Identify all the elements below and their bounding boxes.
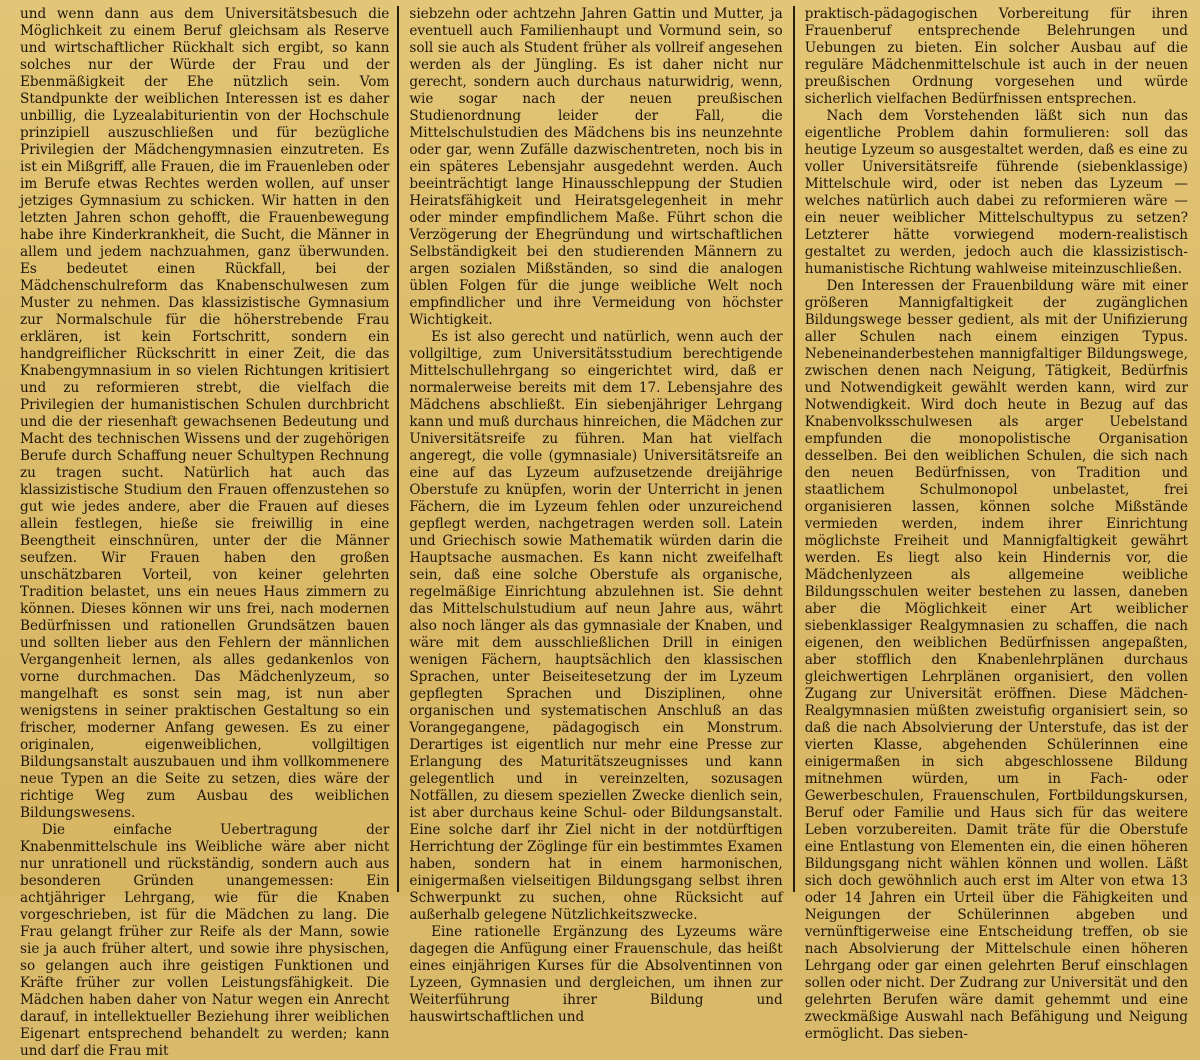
paragraph: siebzehn oder achtzehn Jahren Gattin und Mutter, ja eventuell auch Familienhaupt und Vormund sein, so soll sie auch als Student früher als vollreif angesehen werden als der Jüngling. Es ist daher nicht nur gerecht, sondern auch durchaus naturwidrig, wenn, wie sogar nach der neuen preußischen Studienordnung leider der Fall, die Mittelschulstudien des Mädchens bis ins neunzehnte oder gar, wenn Zufälle dazwischentreten, noch bis in ein späteres Lebensjahr ausgedehnt werden. Auch beeinträchtigt lange Hinausschleppung der Studien Heiratsfähigkeit und Heiratsgelegenheit in mehr oder minder empfindlichem Maße. Führt schon die Verzögerung der Ehegründung und wirtschaftlichen Selbständigkeit bei den studierenden Männern zu argen sozialen Mißständen, so sind die analogen üblen Folgen für die junge weibliche Welt noch empfindlicher und ihre Vermeidung von höchster Wichtigkeit. [409,6,783,328]
paragraph: Nach dem Vorstehenden läßt sich nun das eigentliche Problem dahin formulieren: soll das heutige Lyzeum so ausgestaltet werden, daß es eine zu voller Universitätsreife führende (siebenklassige) Mittelschule wird, oder ist neben das Lyzeum — welches natürlich auch dabei zu reformieren wäre — ein neuer weiblicher Mittelschultypus zu setzen? Letzterer hätte vorwiegend modern-realistisch gestaltet zu werden, jedoch auch die klassizistisch-humanistische Richtung wahlweise miteinzuschließen. [804,108,1188,277]
paragraph: Die einfache Uebertragung der Knabenmittelschule ins Weibliche wäre aber nicht nur unrationell und rückständig, sondern auch aus besonderen Gründen unangemessen: Ein achtjähriger Lehrgang, wie für die Knaben vorgeschrieben, ist für die Mädchen zu lang. Die Frau gelangt früher zur Reife als der Mann, sowie sie ja auch früher altert, und sowie ihre physischen, so gelangen auch ihre geistigen Funktionen und Kräfte früher zur vollen Leistungsfähigkeit. Die Mädchen haben daher von Natur wegen ein Anrecht darauf, in intellektueller Beziehung ihrer weiblichen Eigenart entsprechend behandelt zu werden; kann und darf die Frau mit [20,822,390,1059]
paragraph: und wenn dann aus dem Universitätsbesuch die Möglichkeit zu einem Beruf gleichsam als Reserve und wirtschaftlicher Rückhalt sich ergibt, so kann solches nur der Würde der Frau und der Ebenmäßigkeit der Ehe nützlich sein. Vom Standpunkte der weiblichen Interessen ist es daher unbillig, die Lyzealabiturientin von der Hochschule prinzipiell auszuschließen und für bezügliche Privilegien der Mädchengymnasien einzutreten. Es ist ein Mißgriff, alle Frauen, die im Frauenleben oder im Berufe etwas Rechtes werden wollen, auf unser jetziges Gymnasium zu schicken. Wir hatten in den letzten Jahren schon gehofft, die Frauenbewegung habe ihre Kinderkrankheit, die Sucht, die Männer in allem und jedem nachzuahmen, ganz überwunden. Es bedeutet einen Rückfall, bei der Mädchenschulreform das Knabenschulwesen zum Muster zu nehmen. Das klassizistische Gymnasium zur Normalschule für die höherstrebende Frau erklären, ist kein Fortschritt, sondern ein handgreiflicher Rückschritt in einer Zeit, die das Knabengymnasium in so vielen Richtungen kritisiert und zu reformieren strebt, die vielfach die Privilegien der humanistischen Schulen durchbricht und die der riesenhaft gewachsenen Bedeutung und Macht des technischen Wissens und der zugehörigen Berufe durch Schaffung neuer Schultypen Rechnung zu tragen sucht. Natürlich hat auch das klassizistische Studium den Frauen offenzustehen so gut wie jedes andere, aber die Frauen auf dieses allein festlegen, hieße sie freiwillig in eine Beengtheit einschnüren, unter der die Männer seufzen. Wir Frauen haben den großen unschätzbaren Vorteil, von keiner gelehrten Tradition belastet, uns ein neues Haus zimmern zu können. Dieses können wir uns frei, nach modernen Bedürfnissen und rationellen Grundsätzen bauen und sollten lieber aus den Fehlern der männlichen Vergangenheit lernen, als alles gedankenlos von vorne durchmachen. Das Mädchenlyzeum, so mangelhaft es sonst sein mag, ist nun aber wenigstens in seiner praktischen Gestaltung so ein frischer, moderner Anfang gewesen. Es zu einer originalen, eigenweiblichen, vollgiltigen Bildungsanstalt auszubauen und ihm vollkommenere neue Typen an die Seite zu setzen, dies wäre der richtige Weg zum Ausbau des weiblichen Bildungswesens. [20,6,390,821]
text-column-1 [6,6,397,1059]
text-column-2 [399,6,792,1025]
paragraph: Eine rationelle Ergänzung des Lyzeums wäre dagegen die Anfügung einer Frauenschule, das heißt eines einjährigen Kurses für die Absolventinnen von Lyzeen, Gymnasien und dergleichen, um ihnen zur Weiterführung ihrer Bildung und hauswirtschaftlichen und [409,924,783,1025]
paragraph: praktisch-pädagogischen Vorbereitung für ihren Frauenberuf entsprechende Belehrungen und Uebungen zu bieten. Ein solcher Ausbau auf die reguläre Mädchenmittelschule ist auch in der neuen preußischen Ordnung vorgesehen und würde sicherlich vielfachen Bedürfnissen entsprechen. [804,6,1188,107]
paragraph: Es ist also gerecht und natürlich, wenn auch der vollgiltige, zum Universitätsstudium berechtigende Mittelschullehrgang so eingerichtet wird, daß er normalerweise bereits mit dem 17. Lebensjahre des Mädchens abschließt. Ein siebenjähriger Lehrgang kann und muß durchaus hinreichen, die Mädchen zur Universitätsreife zu führen. Man hat vielfach angeregt, die volle (gymnasiale) Universitätsreife an eine auf das Lyzeum aufzusetzende dreijährige Oberstufe zu knüpfen, worin der Unterricht in jenen Fächern, die im Lyzeum fehlen oder unzureichend gepflegt werden, nachgetragen werden soll. Latein und Griechisch sowie Mathematik würden darin die Hauptsache ausmachen. Es kann nicht zweifelhaft sein, daß eine solche Oberstufe als organische, regelmäßige Einrichtung abzulehnen ist. Sie dehnt das Mittelschulstudium auf neun Jahre aus, währt also noch länger als das gymnasiale der Knaben, und wäre mit dem ausschließlichen Drill in einigen wenigen Fächern, hauptsächlich den klassischen Sprachen, unter Beiseitesetzung der im Lyzeum gepflegten Sprachen und Disziplinen, ohne organischen und systematischen Anschluß an das Vorangegangene, pädagogisch ein Monstrum. Derartiges ist eigentlich nur mehr eine Presse zur Erlangung des Maturitätszeugnisses und kann gelegentlich und in vereinzelten, sozusagen Notfällen, zu diesem speziellen Zwecke dienlich sein, ist aber durchaus keine Schul- oder Bildungsanstalt. Eine solche darf ihr Ziel nicht in der notdürftigen Herrichtung der Zöglinge für ein bestimmtes Examen haben, sondern hat in einem harmonischen, einigermaßen vielseitigen Bildungsgang selbst ihren Schwerpunkt zu suchen, ohne Rücksicht auf außerhalb gelegene Nützlichkeitszwecke. [409,329,783,923]
paragraph: Den Interessen der Frauenbildung wäre mit einer größeren Mannigfaltigkeit der zugänglichen Bildungswege besser gedient, als mit der Unifizierung aller Schulen nach einem einzigen Typus. Nebeneinanderbestehen mannigfaltiger Bildungswege, zwischen denen nach Neigung, Tätigkeit, Bedürfnis und Notwendigkeit gewählt werden kann, wird zur Notwendigkeit. Wird doch heute in Bezug auf das Knabenvolksschulwesen als arger Uebelstand empfunden die monopolistische Organisation desselben. Bei den weiblichen Schulen, die sich nach den neuen Bedürfnissen, von Tradition und staatlichem Schulmonopol unbelastet, frei organisieren lassen, können solche Mißstände vermieden werden, indem ihrer Einrichtung möglichste Freiheit und Mannigfaltigkeit gewährt werden. Es liegt also kein Hindernis vor, die Mädchenlyzeen als allgemeine weibliche Bildungsschulen weiter bestehen zu lassen, daneben aber die Möglichkeit einer Art weiblicher siebenklassiger Realgymnasien zu schaffen, die nach eigenen, den weiblichen Bedürfnissen angepaßten, aber stofflich den Knabenlehrplänen durchaus gleichwertigen Lehrplänen organisiert, den vollen Zugang zur Universität eröffnen. Diese Mädchen-Realgymnasien müßten zweistufig organisiert sein, so daß die nach Absolvierung der Unterstufe, das ist der vierten Klasse, abgehenden Schülerinnen eine einigermaßen in sich abgeschlossene Bildung mitnehmen würden, um in Fach- oder Gewerbeschulen, Frauenschulen, Fortbildungskursen, Beruf oder Familie und Haus sich für das weitere Leben vorzubereiten. Damit träte für die Oberstufe eine Entlastung von Elementen ein, die einen höheren Bildungsgang nicht wählen können und wollen. Läßt sich doch gewöhnlich auch erst im Alter von etwa 13 oder 14 Jahren ein Urteil über die Fähigkeiten und Neigungen der Schülerinnen abgeben und vernünftigerweise eine Entscheidung treffen, ob sie nach Absolvierung der Mittelschule einen höheren Lehrgang oder gar einen gelehrten Beruf einschlagen sollen oder nicht. Der Zudrang zur Universität und den gelehrten Berufen wäre damit gehemmt und eine zweckmäßige Auswahl nach Befähigung und Neigung ermöglicht. Das sieben- [804,278,1188,1042]
text-column-3 [795,6,1194,1042]
